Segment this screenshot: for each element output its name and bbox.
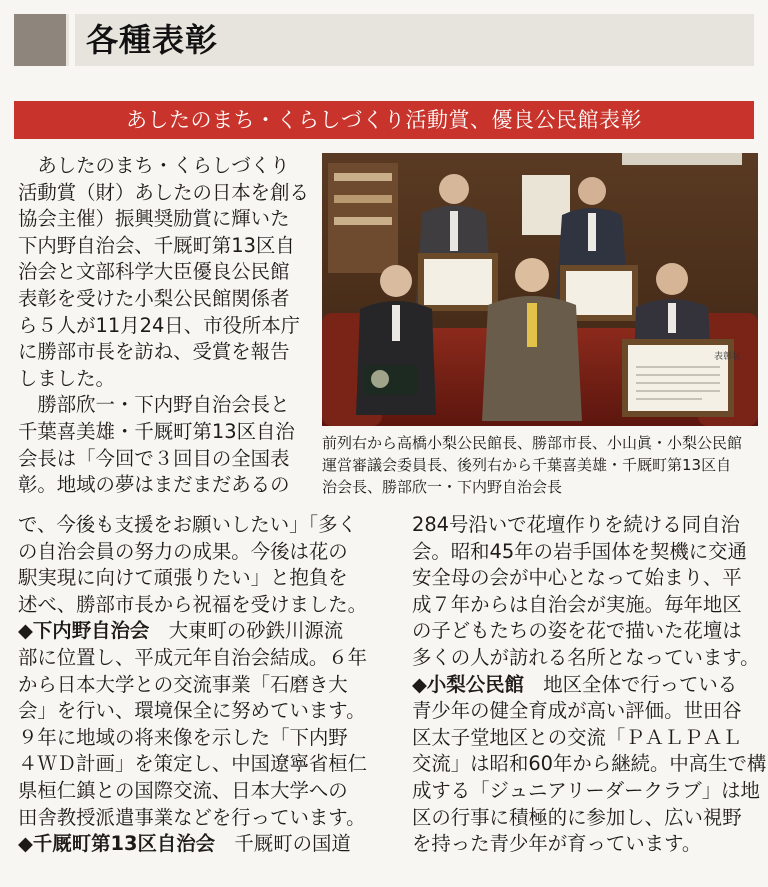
article-line: ◆千厩町第13区自治会 千厩町の国道 bbox=[18, 832, 351, 856]
article-line: 彰。地域の夢はまだまだあるの bbox=[18, 473, 290, 497]
article-line: 表彰を受けた小梨公民館関係者 bbox=[18, 286, 290, 310]
article-line: で、今後も支援をお願いしたい」「多く bbox=[18, 513, 357, 536]
caption-line: 運営審議会委員長、後列右から千葉喜美雄・千厩町第13区自 bbox=[322, 456, 732, 474]
article-line: 成する「ジュニアリーダークラブ」は地 bbox=[412, 778, 760, 802]
article-line: を持った青少年が育っています。 bbox=[412, 832, 702, 856]
article-line: 区の行事に積極的に参加し、広い視野 bbox=[412, 805, 742, 829]
article-line: あしたのまち・くらしづくり bbox=[18, 154, 290, 177]
article-line: 会」を行い、環境保全に努めています。 bbox=[18, 699, 366, 723]
article-line: 会。昭和45年の岩手国体を契機に交通 bbox=[412, 539, 747, 563]
article-line: 部に位置し、平成元年自治会結成。６年 bbox=[18, 645, 368, 669]
article-line: 治会と文部科学大臣優良公民館 bbox=[18, 260, 290, 284]
article-column-bottom-right bbox=[412, 512, 767, 858]
article-line: に勝部市長を訪ね、受賞を報告 bbox=[18, 340, 290, 364]
article-line: ４ＷＤ計画」を策定し、中国遼寧省桓仁 bbox=[18, 752, 368, 776]
article-line: 駅実現に向けて頑張りたい」と抱負を bbox=[18, 566, 348, 590]
article-line: ９年に地域の将来像を示した「下内野 bbox=[18, 725, 348, 749]
article-line: 区太子堂地区との交流「ＰＡＬＰＡＬ bbox=[412, 725, 742, 749]
article-line: 述べ、勝部市長から祝福を受けました。 bbox=[18, 592, 368, 616]
article-line: ら５人が11月24日、市役所本庁 bbox=[18, 313, 301, 337]
article-column-bottom-left bbox=[18, 512, 408, 858]
article-line: 協会主催）振興奨励賞に輝いた bbox=[18, 207, 290, 231]
article-line: 田舎教授派遣事業などを行っています。 bbox=[18, 805, 366, 829]
award-photo bbox=[322, 153, 758, 426]
article-line: しました。 bbox=[18, 366, 115, 390]
page-title: 各種表彰 bbox=[86, 21, 219, 59]
article-line: 284号沿いで花壇作りを続ける同自治 bbox=[412, 513, 740, 536]
article-line: 下内野自治会、千厩町第13区自 bbox=[18, 233, 295, 257]
caption-line: 治会長、勝部欣一・下内野自治会長 bbox=[322, 478, 563, 496]
photo-caption bbox=[322, 432, 762, 498]
article-line: ◆小梨公民館 地区全体で行っている bbox=[412, 672, 738, 696]
article-line: 多くの人が訪れる名所となっています。 bbox=[412, 645, 760, 669]
article-line: 交流」は昭和60年から継続。中高生で構 bbox=[412, 752, 767, 776]
article-line: 成７年からは自治会が実施。毎年地区 bbox=[412, 592, 742, 616]
certificate-heading: 表彰状 bbox=[714, 352, 742, 362]
award-photo-illustration bbox=[322, 153, 758, 426]
article-line: 県桓仁鎮との国際交流、日本大学への bbox=[18, 778, 348, 802]
article-line: の子どもたちの姿を花で描いた花壇は bbox=[412, 619, 742, 643]
title-divider bbox=[69, 14, 75, 66]
article-line: ◆下内野自治会 大東町の砂鉄川源流 bbox=[18, 619, 344, 643]
article-line: の自治会員の努力の成果。今後は花の bbox=[18, 539, 348, 563]
article-line: 勝部欣一・下内野自治会長と bbox=[18, 393, 290, 417]
article-line: 千葉喜美雄・千厩町第13区自治 bbox=[18, 419, 295, 443]
article-column-top-left bbox=[18, 153, 314, 499]
caption-line: 前列右から高橋小梨公民館長、勝部市長、小山眞・小梨公民館 bbox=[322, 434, 743, 452]
section-banner: あしたのまち・くらしづくり活動賞、優良公民館表彰 bbox=[14, 101, 754, 139]
article-line: から日本大学との交流事業「石磨き大 bbox=[18, 672, 348, 696]
article-line: 活動賞（財）あしたの日本を創る bbox=[18, 180, 309, 204]
article-line: 安全母の会が中心となって始まり、平 bbox=[412, 566, 742, 590]
article-line: 青少年の健全育成が高い評価。世田谷 bbox=[412, 699, 742, 723]
title-accent-square bbox=[14, 14, 66, 66]
article-line: 会長は「今回で３回目の全国表 bbox=[18, 446, 290, 470]
